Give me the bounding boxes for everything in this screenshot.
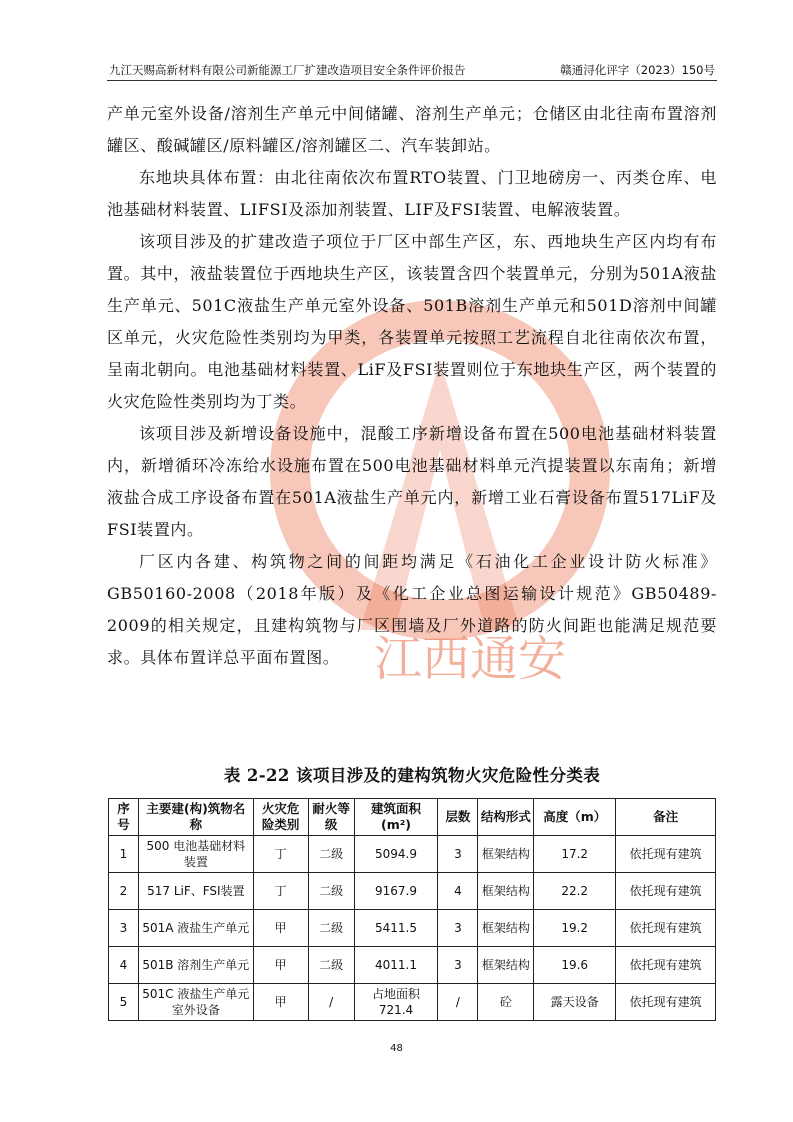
table-cell: 19.6 [534, 947, 616, 984]
header-cell: 序号 [109, 799, 139, 836]
table-cell: 二级 [308, 873, 354, 910]
table-cell: 甲 [253, 947, 308, 984]
table-cell: / [438, 984, 478, 1021]
table-cell: 露天设备 [534, 984, 616, 1021]
header-cell: 结构形式 [478, 799, 534, 836]
table-cell: 9167.9 [354, 873, 438, 910]
header-cell: 火灾危险类别 [253, 799, 308, 836]
table-cell: 501B 溶剂生产单元 [138, 947, 253, 984]
fire-risk-table [108, 798, 716, 1021]
table-cell: 22.2 [534, 873, 616, 910]
table-cell: 3 [109, 910, 139, 947]
page-header [107, 58, 717, 81]
table-cell: 500 电池基础材料装置 [138, 836, 253, 873]
table-cell: 甲 [253, 984, 308, 1021]
table-cell: 5411.5 [354, 910, 438, 947]
table-cell: 5094.9 [354, 836, 438, 873]
table-cell: 二级 [308, 910, 354, 947]
table-cell: 4 [109, 947, 139, 984]
watermark-text: 江西通安 [373, 631, 567, 687]
table-title: 表 2-22 该项目涉及的建构筑物火灾危险性分类表 [223, 766, 601, 785]
table-cell: 依托现有建筑 [616, 873, 716, 910]
table-cell: 501C 液盐生产单元室外设备 [138, 984, 253, 1021]
table-cell: 二级 [308, 836, 354, 873]
table-row [109, 984, 716, 1021]
table-cell: 占地面积 721.4 [354, 984, 438, 1021]
paragraph-1: 产单元室外设备/溶剂生产单元中间储罐、溶剂生产单元；仓储区由北往南布置溶剂罐区、酸碱罐区/原料罐区/溶剂罐区二、汽车装卸站。 [107, 104, 717, 155]
paragraph-3: 该项目涉及的扩建改造子项位于厂区中部生产区，东、西地块生产区内均有布置。其中，液盐装置位于西地块生产区，该装置含四个装置单元，分别为501A液盐生产单元、501C液盐生产单元室外设备、501B溶剂生产单元和501D溶剂中间罐区单元，火灾危险性类别均为甲类，各装置单元按照工艺流程自北往南依次布置，呈南北朝向。电池基础材料装置、LiF及FSI装置则位于东地块生产区，两个装置的火灾危险性类别均为丁类。 [107, 232, 717, 411]
header-report-number: 赣通浔化评字（2023）150号 [560, 63, 715, 77]
table-row [109, 947, 716, 984]
table-cell: 丁 [253, 873, 308, 910]
paragraph-2: 东地块具体布置：由北往南依次布置RTO装置、门卫地磅房一、丙类仓库、电池基础材料装置、LIFSI及添加剂装置、LIF及FSI装置、电解液装置。 [107, 168, 717, 219]
table-cell: / [308, 984, 354, 1021]
paragraph-4: 该项目涉及新增设备设施中，混酸工序新增设备布置在500电池基础材料装置内，新增循环冷冻给水设施布置在500电池基础材料单元汽提装置以东南角；新增液盐合成工序设备布置在501A液盐生产单元内，新增工业石膏设备布置517LiF及FSI装置内。 [107, 424, 717, 539]
header-cell: 层数 [438, 799, 478, 836]
paragraph-5: 厂区内各建、构筑物之间的间距均满足《石油化工企业设计防火标准》GB50160-2008（2018年版）及《化工企业总图运输设计规范》GB50489-2009的相关规定，且建构筑物与厂区围墙及厂外道路的防火间距也能满足规范要求。具体布置详总平面布置图。 [107, 552, 717, 667]
header-report-title: 九江天赐高新材料有限公司新能源工厂扩建改造项目安全条件评价报告 [109, 63, 466, 77]
table-cell: 3 [438, 910, 478, 947]
header-cell: 高度（m） [534, 799, 616, 836]
table-cell: 依托现有建筑 [616, 947, 716, 984]
table-cell: 2 [109, 873, 139, 910]
table-row [109, 910, 716, 947]
table-cell: 框架结构 [478, 947, 534, 984]
table-cell: 4011.1 [354, 947, 438, 984]
table-cell: 501A 液盐生产单元 [138, 910, 253, 947]
table-cell: 17.2 [534, 836, 616, 873]
table-cell: 二级 [308, 947, 354, 984]
page-number: 48 [390, 1043, 403, 1054]
table-header-row [109, 799, 716, 836]
table-cell: 19.2 [534, 910, 616, 947]
table-cell: 3 [438, 947, 478, 984]
table-cell: 框架结构 [478, 873, 534, 910]
table-cell: 依托现有建筑 [616, 910, 716, 947]
header-cell: 备注 [616, 799, 716, 836]
body-text [107, 98, 717, 674]
table-cell: 1 [109, 836, 139, 873]
table-cell: 丁 [253, 836, 308, 873]
table-cell: 砼 [478, 984, 534, 1021]
table-cell: 517 LiF、FSI装置 [138, 873, 253, 910]
header-cell: 主要建(构)筑物名称 [138, 799, 253, 836]
table-cell: 4 [438, 873, 478, 910]
table-cell: 框架结构 [478, 836, 534, 873]
header-cell: 耐火等级 [308, 799, 354, 836]
table-cell: 依托现有建筑 [616, 984, 716, 1021]
header-cell: 建筑面积(m²) [354, 799, 438, 836]
table-cell: 依托现有建筑 [616, 836, 716, 873]
table-cell: 甲 [253, 910, 308, 947]
table-cell: 3 [438, 836, 478, 873]
table-cell: 5 [109, 984, 139, 1021]
table-row [109, 836, 716, 873]
table-row [109, 873, 716, 910]
table-cell: 框架结构 [478, 910, 534, 947]
